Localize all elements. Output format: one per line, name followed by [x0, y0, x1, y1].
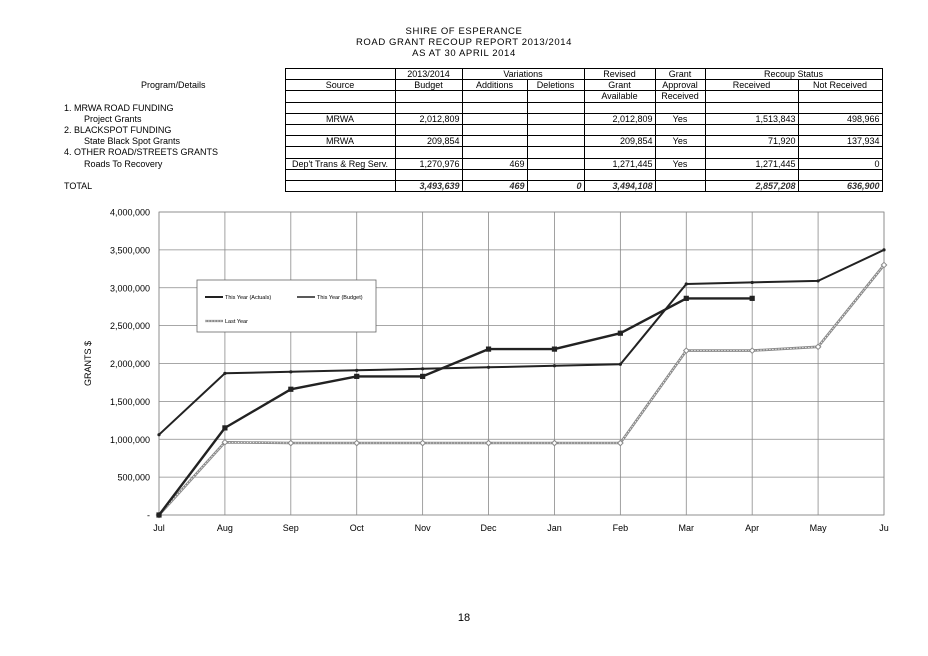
data-point: [486, 347, 491, 352]
approval-header: Approval: [655, 80, 705, 91]
x-tick-label: Jul: [153, 523, 165, 533]
series-line: [159, 250, 884, 435]
data-point: [684, 296, 689, 301]
total-revised: 3,494,108: [584, 180, 655, 191]
row-label: Project Grants: [84, 113, 142, 124]
row-received: 1,513,843: [705, 113, 798, 124]
y-tick-label: 2,000,000: [109, 359, 150, 369]
x-tick-label: Nov: [414, 523, 431, 533]
y-tick-label: 1,500,000: [109, 396, 150, 407]
x-tick-label: Jan: [547, 523, 562, 533]
x-tick-label: Oct: [349, 523, 364, 533]
received-approval-header: Received: [655, 91, 705, 102]
data-point: [685, 282, 688, 285]
legend-label: This Year (Budget): [317, 295, 363, 301]
x-tick-label: Dec: [480, 523, 497, 533]
row-received: 1,271,445: [705, 158, 798, 169]
legend-box: [197, 280, 376, 332]
row-budget: 1,270,976: [395, 158, 462, 169]
row-not-received: 137,934: [798, 136, 882, 147]
y-tick-label: -: [147, 510, 150, 521]
row-source: MRWA: [285, 136, 395, 147]
data-point: [552, 347, 557, 352]
data-point: [751, 281, 754, 284]
x-tick-label: May: [809, 523, 827, 533]
x-tick-label: Mar: [678, 523, 695, 533]
revised-header: Revised: [584, 69, 655, 80]
x-tick-label: Feb: [612, 523, 629, 533]
grant-header: Grant: [655, 69, 705, 80]
not-received-header: Not Received: [798, 80, 882, 91]
data-point: [749, 348, 754, 353]
section-label: 4. OTHER ROAD/STREETS GRANTS: [64, 147, 219, 158]
data-point: [222, 425, 227, 430]
recoup-status-header: Recoup Status: [705, 69, 882, 80]
total-budget: 3,493,639: [395, 180, 462, 191]
report-title: SHIRE OF ESPERANCE: [405, 26, 523, 37]
row-label: Roads To Recovery: [84, 158, 163, 169]
row-additions: 469: [462, 158, 527, 169]
row-received: 71,920: [705, 136, 798, 147]
received-header: Received: [705, 80, 798, 91]
data-point: [552, 440, 557, 445]
data-point: [289, 370, 292, 373]
total-not-received: 636,900: [798, 180, 882, 191]
data-point: [223, 372, 226, 375]
y-tick-label: 1,000,000: [109, 434, 150, 445]
total-label: TOTAL: [64, 180, 93, 191]
variations-header: Variations: [462, 69, 584, 80]
available-header: Available: [584, 91, 655, 102]
row-not-received: 498,966: [798, 113, 882, 124]
row-approval: Yes: [655, 113, 705, 124]
y-tick-label: 500,000: [117, 472, 150, 483]
budget-header: Budget: [395, 80, 462, 91]
year-header: 2013/2014: [395, 69, 462, 80]
data-point: [354, 374, 359, 379]
data-point: [288, 440, 293, 445]
page-number: 18: [457, 612, 471, 624]
y-tick-label: 2,500,000: [109, 321, 150, 332]
x-tick-label: Aug: [216, 523, 233, 533]
data-point: [355, 369, 358, 372]
total-deletions: 0: [527, 180, 584, 191]
row-budget: 2,012,809: [395, 113, 462, 124]
data-point: [619, 363, 622, 366]
section-label: 1. MRWA ROAD FUNDING: [64, 102, 174, 113]
section-label: 2. BLACKSPOT FUNDING: [64, 125, 172, 136]
row-revised: 2,012,809: [584, 113, 655, 124]
chart-legend: [197, 280, 376, 332]
row-label: State Black Spot Grants: [84, 136, 181, 147]
row-revised: 209,854: [584, 136, 655, 147]
total-received: 2,857,208: [705, 180, 798, 191]
data-point: [750, 296, 755, 301]
additions-header: Additions: [462, 80, 527, 91]
y-tick-label: 3,000,000: [109, 283, 150, 294]
data-point: [420, 440, 425, 445]
row-budget: 209,854: [395, 136, 462, 147]
deletions-header: Deletions: [527, 80, 584, 91]
data-point: [421, 367, 424, 370]
data-point: [882, 248, 885, 251]
x-tick-label: Apr: [745, 523, 760, 533]
row-approval: Yes: [655, 158, 705, 169]
grant-avail-header: Grant: [584, 80, 655, 91]
data-point: [553, 364, 556, 367]
data-point: [288, 387, 293, 392]
row-approval: Yes: [655, 136, 705, 147]
x-tick-label: Ju: [879, 523, 889, 533]
y-tick-label: 3,500,000: [109, 245, 150, 256]
total-additions: 469: [462, 180, 527, 191]
report-subtitle: ROAD GRANT RECOUP REPORT 2013/2014: [355, 37, 573, 48]
x-tick-label: Sep: [282, 523, 299, 533]
data-point: [156, 512, 161, 517]
y-tick-label: 4,000,000: [109, 207, 150, 218]
data-point: [816, 279, 819, 282]
data-point: [354, 440, 359, 445]
row-source: Dep't Trans & Reg Serv.: [285, 158, 395, 169]
row-not-received: 0: [798, 158, 882, 169]
legend-label: This Year (Actuals): [225, 295, 272, 301]
row-source: MRWA: [285, 113, 395, 124]
row-revised: 1,271,445: [584, 158, 655, 169]
series-this-year-budget: [157, 248, 885, 436]
data-point: [157, 433, 160, 436]
source-header: Source: [285, 80, 395, 91]
y-axis-label: GRANTS $: [83, 340, 93, 387]
legend-label: Last Year: [225, 319, 248, 325]
data-point: [487, 366, 490, 369]
program-header: Program/Details: [140, 80, 206, 91]
data-point: [486, 440, 491, 445]
report-date: AS AT 30 APRIL 2014: [412, 48, 516, 59]
data-point: [618, 331, 623, 336]
data-point: [420, 374, 425, 379]
